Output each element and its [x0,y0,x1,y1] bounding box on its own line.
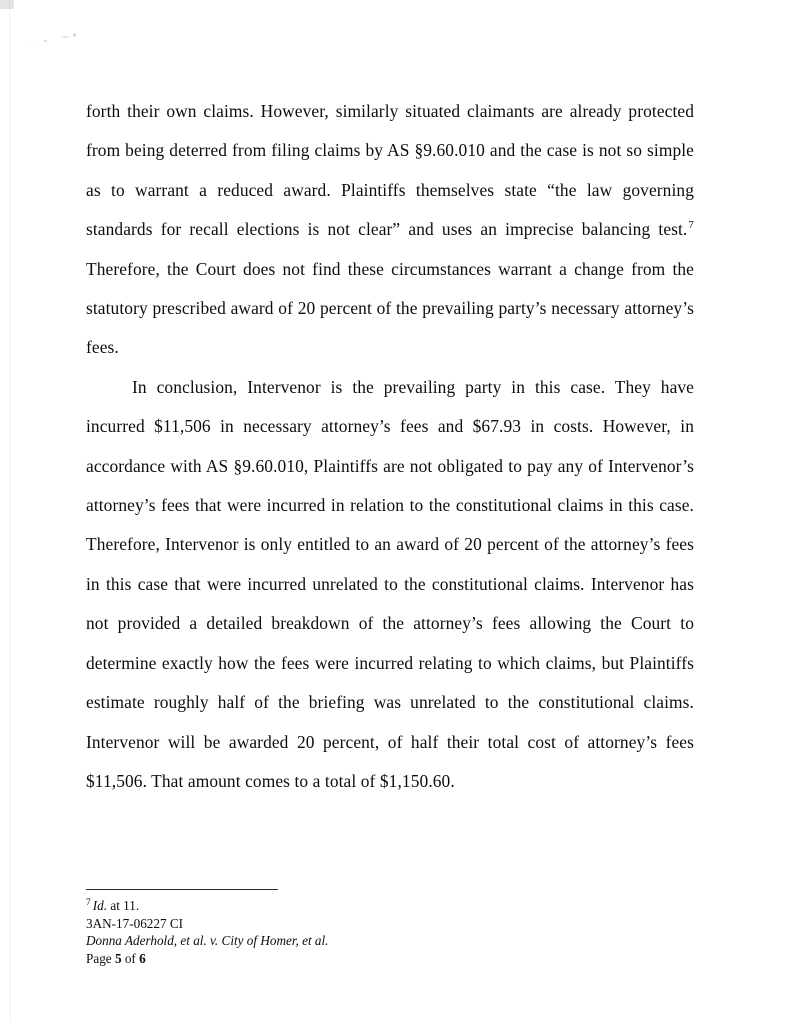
scan-artifact-top-edge [0,0,14,9]
footnote-citation-short: Id. [92,898,108,913]
page-current-number: 5 [114,950,122,966]
scan-speck [31,44,33,46]
footnote-separator-rule [86,889,278,890]
footnote-number: 7 [86,897,91,908]
scan-speck [62,36,69,38]
case-caption: Donna Aderhold, et al. v. City of Homer, et al. [86,933,329,949]
scan-artifact-left-edge [9,0,11,1023]
footnote-reference-marker: 7 [688,219,694,232]
page-total-number: 6 [139,950,146,966]
scan-speck [73,33,76,37]
paragraph-continued-text-after-footnote: Therefore, the Court does not find these circumstances warrant a change from the statutory prescribed award of 20 percent of the prevailing party’s necessary attorney’s fees. [86,258,694,358]
footnote-citation-pin: at 11. [107,898,140,913]
page-label-middle: of [121,950,140,966]
scan-speck [44,40,47,42]
footnote-entry [86,897,506,915]
page-label-prefix: Page [86,950,115,966]
document-body [86,92,694,801]
case-number: 3AN-17-06227 CI [86,915,184,931]
page-number-line [86,950,506,968]
page-footer [86,889,506,967]
paragraph-continued [86,92,694,368]
paragraph-conclusion: In conclusion, Intervenor is the prevailing party in this case. They have incurred $11,506 in necessary attorney’s fees and $67.93 in costs. However, in accordance with AS §9.60.010, Plaintiffs are not obligated to pay any of Intervenor’s attorney’s fees that were incurred in relation to the constitutional claims in this case. Therefore, Intervenor is only entitled to an award of 20 percent of the attorney’s fees in this case that were incurred unrelated to the constitutional claims. Intervenor has not provided a detailed breakdown of the attorney’s fees allowing the Court to determine exactly how the fees were incurred relating to which claims, but Plaintiffs estimate roughly half of the briefing was unrelated to the constitutional claims. Intervenor will be awarded 20 percent, of half their total cost of attorney’s fees $11,506. That amount comes to a total of $1,150.60. [86,376,694,791]
paragraph-continued-text-before-footnote: forth their own claims. However, similarly situated claimants are already protected from being deterred from filing claims by AS §9.60.010 and the case is not so simple as to warrant a reduced award. Plaintiffs themselves state “the law governing standards for recall elections is not clear” and uses an imprecise balancing test. [86,101,694,240]
